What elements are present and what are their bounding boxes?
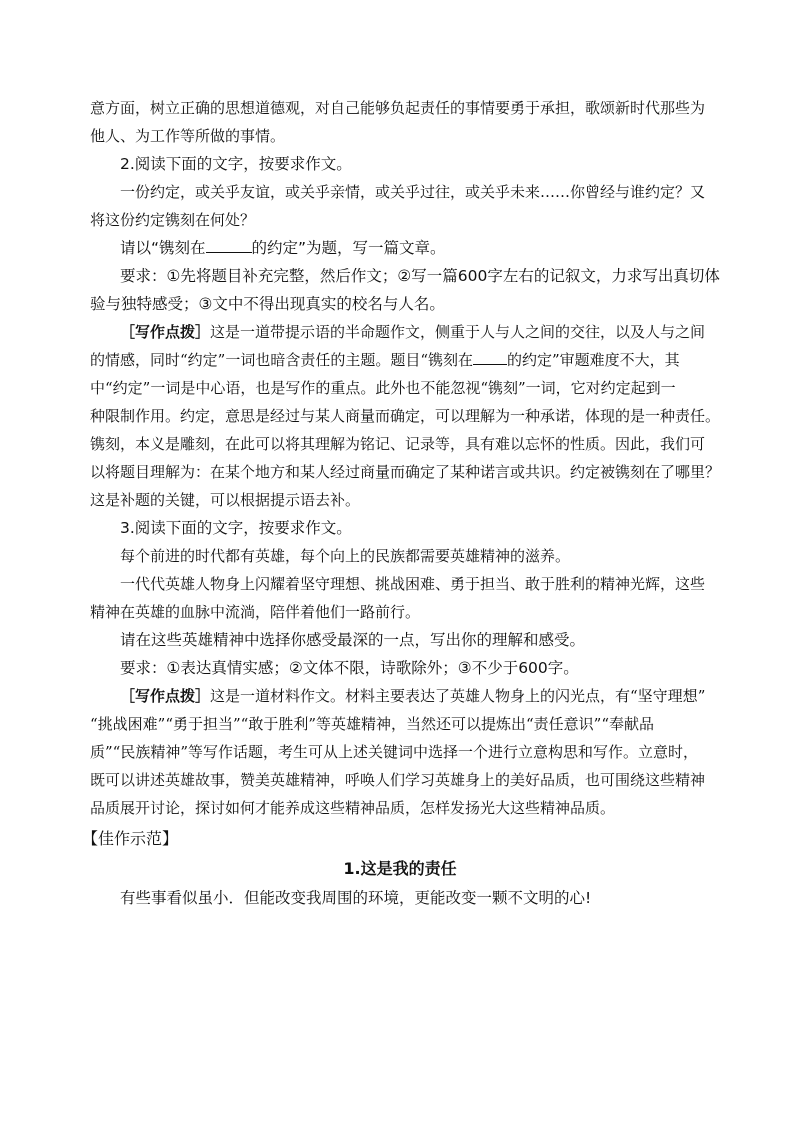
fill-in-blank [206,238,252,253]
q3-tip-line-1 [90,682,710,710]
document-body [82,94,721,912]
q2-tip-line-4: 种限制作用。约定，意思是经过与某人商量而确定，可以理解为一种承诺，体现的是一种责任。 [90,407,721,425]
q2-heading: 2.阅读下面的文字，按要求作文。 [120,155,352,173]
example-section-label: 【佳作示范】 [82,829,179,848]
essay-title: 1.这是我的责任 [343,859,457,878]
q2-prompt-line-2: 将这份约定镌刻在何处？ [90,211,256,229]
q3-task: 请在这些英雄精神中选择你感受最深的一点，写出你的理解和感受。 [120,631,586,649]
q3-tip-line-4: 既可以讲述英雄故事，赞美英雄精神，呼唤人们学习英雄身上的美好品质，也可围绕这些精神 [90,771,706,789]
q2-tip-line-1 [90,318,710,346]
q2-tip-line-5: 镌刻，本义是雕刻，在此可以将其理解为铭记、记录等，具有难以忘怀的性质。因此，我们可 [90,435,706,453]
q2-prompt-line-1: 一份约定，或关乎友谊，或关乎亲情，或关乎过往，或关乎未来……你曾经与谁约定？又 [120,183,706,201]
q2-tip-line-2 [90,346,710,374]
q2-tip-line-7: 这是补题的关键，可以根据提示语去补。 [90,491,361,509]
q3-material-line-3: 精神在英雄的血脉中流淌，陪伴着他们一路前行。 [90,603,421,621]
q3-tip-line-3: 质”“民族精神”等写作话题，考生可从上述关键词中选择一个进行立意构思和写作。立意时， [90,743,699,761]
q2-tip-line-3: 中“约定”一词是中心语，也是写作的重点。此外也不能忽视“镌刻”一词，它对约定起到一 [90,379,676,397]
q3-tip-line-2: “挑战困难”“勇于担当”“敢于胜利”等英雄精神，当然还可以提炼出“责任意识”“奉献品 [90,715,655,733]
q2-tip-text-2-post: 的约定”审题难度不大，其 [507,351,680,369]
intro-line-2: 他人、为工作等所做的事情。 [90,127,286,145]
q3-tip-label: ［写作点拨］ [120,687,211,705]
q2-title-instruction [90,234,710,262]
q3-tip-text-1: 这是一道材料作文。材料主要表达了英雄人物身上的闪光点，有“坚守理想” [210,687,706,705]
essay-first-line: 有些事看似虽小．但能改变我周围的环境，更能改变一颗不文明的心! [120,889,592,907]
fill-in-blank [473,350,507,365]
intro-line-1: 意方面，树立正确的思想道德观，对自己能够负起责任的事情要勇于承担，歌颂新时代那些为 [90,99,706,117]
q3-material-line-2: 一代代英雄人物身上闪耀着坚守理想、挑战困难、勇于担当、敢于胜利的精神光辉，这些 [120,575,706,593]
q2-tip-text-1: 这是一道带提示语的半命题作文，侧重于人与人之间的交往，以及人与之间 [210,323,706,341]
q2-tip-text-2-pre: 的情感，同时“约定”一词也暗含责任的主题。题目“镌刻在 [90,351,474,369]
q2-title-post: 的约定”为题，写一篇文章。 [251,239,446,257]
q2-tip-label: ［写作点拨］ [120,323,211,341]
q3-requirement: 要求：①表达真情实感；②文体不限，诗歌除外；③不少于600字。 [120,659,579,677]
q2-requirement-line-1: 要求：①先将题目补充完整，然后作文；②写一篇600字左右的记叙文，力求写出真切体 [120,267,720,285]
q3-tip-line-5: 品质展开讨论，探讨如何才能养成这些精神品质，怎样发扬光大这些精神品质。 [90,799,616,817]
q2-title-pre: 请以“镌刻在 [120,239,206,257]
q3-material-line-1: 每个前进的时代都有英雄，每个向上的民族都需要英雄精神的滋养。 [120,547,571,565]
q2-requirement-line-2: 验与独特感受；③文中不得出现真实的校名与人名。 [90,295,445,313]
q2-tip-line-6: 以将题目理解为：在某个地方和某人经过商量而确定了某种诺言或共识。约定被镌刻在了哪里？ [90,463,721,481]
q3-heading: 3.阅读下面的文字，按要求作文。 [120,519,352,537]
